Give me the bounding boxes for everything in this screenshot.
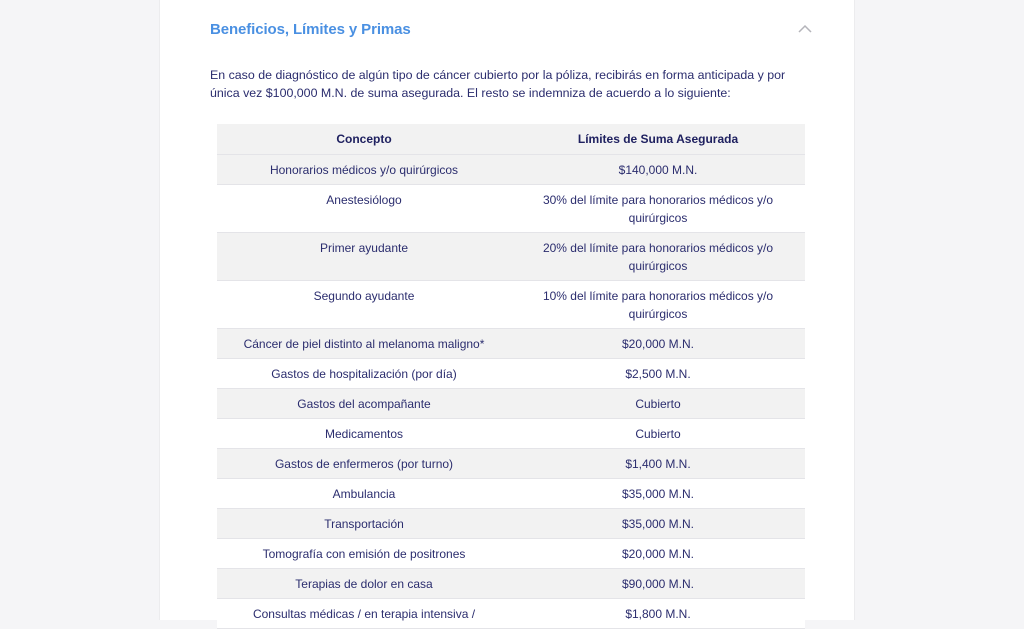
concepto-cell: Anestesiólogo <box>217 185 511 233</box>
concepto-cell: Consultas médicas / en terapia intensiva / <box>217 599 511 629</box>
concepto-cell: Honorarios médicos y/o quirúrgicos <box>217 155 511 185</box>
table-row <box>217 329 805 359</box>
concepto-cell: Primer ayudante <box>217 233 511 281</box>
limits-table <box>217 124 805 629</box>
limite-cell: 30% del límite para honorarios médicos y/o quirúrgicos <box>511 185 805 233</box>
limite-cell: $2,500 M.N. <box>511 359 805 389</box>
table-row <box>217 539 805 569</box>
concepto-cell: Terapias de dolor en casa <box>217 569 511 599</box>
limite-cell: $140,000 M.N. <box>511 155 805 185</box>
limite-cell: $20,000 M.N. <box>511 539 805 569</box>
limite-cell: 10% del límite para honorarios médicos y/o quirúrgicos <box>511 281 805 329</box>
limite-cell: $20,000 M.N. <box>511 329 805 359</box>
column-header-concepto: Concepto <box>217 124 511 155</box>
limite-cell: Cubierto <box>511 389 805 419</box>
table-row <box>217 599 805 629</box>
concepto-cell: Tomografía con emisión de positrones <box>217 539 511 569</box>
section-title: Beneficios, Límites y Primas <box>210 20 411 38</box>
limite-cell: $35,000 M.N. <box>511 509 805 539</box>
benefits-card <box>159 0 855 620</box>
limite-cell: Cubierto <box>511 419 805 449</box>
table-row <box>217 479 805 509</box>
intro-text: En caso de diagnóstico de algún tipo de cáncer cubierto por la póliza, recibirás en forma anticipada y por única vez $100,000 M.N. de suma asegurada. El resto se indemniza de acuerdo a lo siguiente: <box>210 68 786 100</box>
table-row <box>217 389 805 419</box>
table-row <box>217 281 805 329</box>
table-row <box>217 359 805 389</box>
concepto-cell: Gastos de hospitalización (por día) <box>217 359 511 389</box>
accordion-header[interactable] <box>210 16 810 42</box>
limite-cell: $1,800 M.N. <box>511 599 805 629</box>
concepto-cell: Gastos de enfermeros (por turno) <box>217 449 511 479</box>
limite-cell: $35,000 M.N. <box>511 479 805 509</box>
concepto-cell: Cáncer de piel distinto al melanoma maligno* <box>217 329 511 359</box>
concepto-cell: Gastos del acompañante <box>217 389 511 419</box>
table-row <box>217 155 805 185</box>
table-row <box>217 449 805 479</box>
limite-cell: $90,000 M.N. <box>511 569 805 599</box>
table-row <box>217 569 805 599</box>
limite-cell: $1,400 M.N. <box>511 449 805 479</box>
table-row <box>217 185 805 233</box>
concepto-cell: Segundo ayudante <box>217 281 511 329</box>
concepto-cell: Medicamentos <box>217 419 511 449</box>
table-row <box>217 509 805 539</box>
table-row <box>217 233 805 281</box>
chevron-up-icon[interactable] <box>797 21 813 37</box>
concepto-cell: Transportación <box>217 509 511 539</box>
limite-cell: 20% del límite para honorarios médicos y/o quirúrgicos <box>511 233 805 281</box>
concepto-cell: Ambulancia <box>217 479 511 509</box>
table-row <box>217 419 805 449</box>
column-header-limites: Límites de Suma Asegurada <box>511 124 805 155</box>
